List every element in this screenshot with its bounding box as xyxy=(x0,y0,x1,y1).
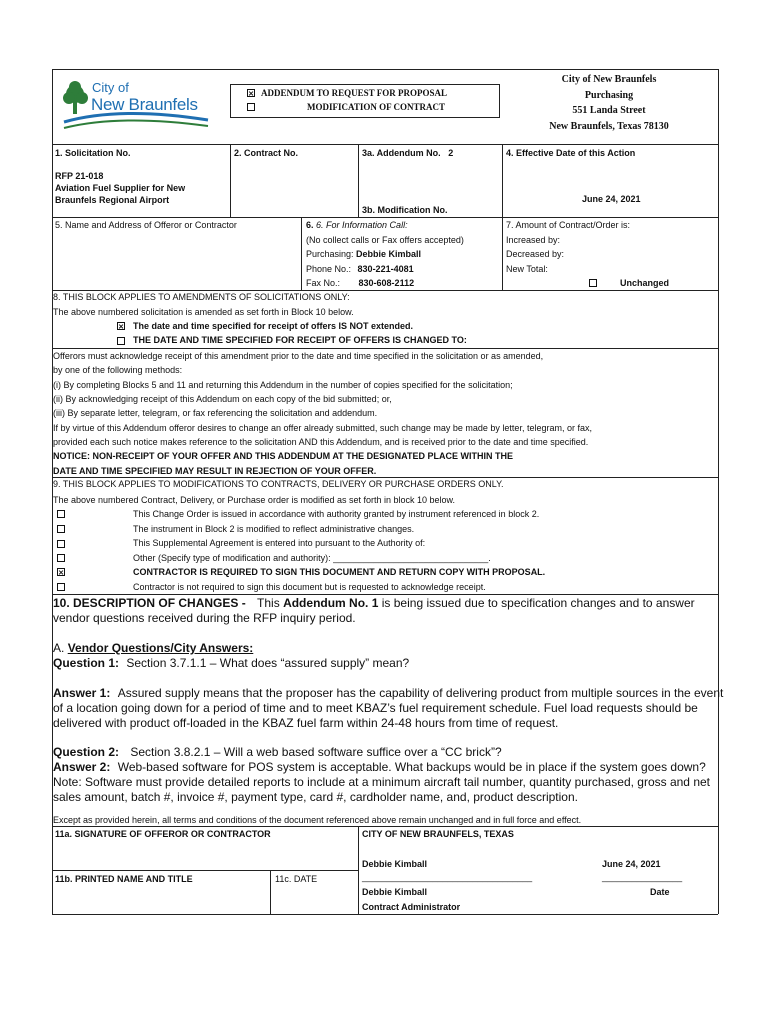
block9-title: 9. THIS BLOCK APPLIES TO MODIFICATIONS TO CONTRACTS, DELIVERY OR PURCHASE ORDERS ONLY. xyxy=(53,479,504,489)
block7-decreased: Decreased by: xyxy=(506,249,565,259)
col-line-2 xyxy=(358,144,359,217)
signature-line: __________________________________ xyxy=(362,872,533,882)
question-1 xyxy=(53,656,409,671)
frame-top xyxy=(52,69,718,70)
purchasing-label: Purchasing: xyxy=(306,249,354,259)
block10-top-line xyxy=(52,594,718,595)
row-line-2b xyxy=(502,217,718,218)
purchasing-contact: Debbie Kimball xyxy=(356,249,422,259)
date-line: ________________ xyxy=(602,872,683,882)
answer-2-line-1 xyxy=(53,760,706,775)
org-street: 551 Landa Street xyxy=(572,105,646,116)
block8-notice-2: DATE AND TIME SPECIFIED MAY RESULT IN REJECTION OF YOUR OFFER. xyxy=(53,466,377,476)
signer-name: Debbie Kimball xyxy=(362,859,428,869)
q2-text: Section 3.8.2.1 – Will a web based software suffice over a “CC brick”? xyxy=(130,745,502,759)
block9-top-line xyxy=(52,477,718,478)
b9-checkbox-4[interactable] xyxy=(57,554,65,562)
q2-label: Question 2: xyxy=(53,745,120,759)
phone-value: 830-221-4081 xyxy=(357,264,414,274)
block4-value: June 24, 2021 xyxy=(582,194,641,204)
answer-1-line-2: of a location going down for a period of time and to meet KBAZ’s fuel requirement schedule. Fuel load requests should be xyxy=(53,701,698,715)
block4-label: 4. Effective Date of this Action xyxy=(506,148,636,158)
block10-intro-c: is being issued due to specification changes and to answer xyxy=(381,596,695,610)
org-city: New Braunfels, Texas 78130 xyxy=(549,120,669,132)
block8-divider xyxy=(52,348,718,349)
answer-1-line-3: delivered with product off-loaded in the KBAZ fuel farm within 24-48 hours from time of request. xyxy=(53,716,559,730)
block6-note: (No collect calls or Fax offers accepted) xyxy=(306,235,464,245)
block6-purchasing xyxy=(306,249,421,260)
block9-line-1: The above numbered Contract, Delivery, or Purchase order is modified as set forth in block 10 below. xyxy=(53,495,456,505)
b9-checkbox-6[interactable] xyxy=(57,583,65,591)
block3b-label: 3b. Modification No. xyxy=(362,205,448,215)
unchanged-checkbox[interactable] xyxy=(589,279,597,287)
org-dept: Purchasing xyxy=(584,89,634,101)
not-extended-checkbox[interactable] xyxy=(117,322,125,330)
block9-option-3: This Supplemental Agreement is entered into pursuant to the Authority of: xyxy=(133,538,426,548)
block8-line-8: provided each such notice makes reference to the solicitation AND this Addendum, and is received prior to the date and time specified. xyxy=(53,437,589,447)
printed-title: Contract Administrator xyxy=(362,902,461,912)
block1-value-2: Aviation Fuel Supplier for New xyxy=(55,183,186,193)
logo-new-braunfels: New Braunfels xyxy=(91,95,198,114)
section-a-heading xyxy=(53,641,253,656)
block6-title: 6. For Information Call: xyxy=(316,220,408,230)
block2-label: 2. Contract No. xyxy=(234,148,299,158)
col-line-1 xyxy=(230,144,231,217)
block9-option-2: The instrument in Block 2 is modified to reflect administrative changes. xyxy=(133,524,415,534)
city-logo xyxy=(60,76,210,134)
logo-city-of: City of xyxy=(92,80,129,95)
block9-option-4: Other (Specify type of modification and authority): _______________________________. xyxy=(133,553,491,563)
option-addendum: ADDENDUM TO REQUEST FOR PROPOSAL xyxy=(261,88,448,98)
b9-checkbox-3[interactable] xyxy=(57,540,65,548)
option-modification: MODIFICATION OF CONTRACT xyxy=(307,102,446,112)
b9-checkbox-2[interactable] xyxy=(57,525,65,533)
block1-value-3: Braunfels Regional Airport xyxy=(55,195,170,205)
block6-num: 6. xyxy=(306,220,314,230)
row-line-3 xyxy=(52,290,718,291)
block8-option-2: THE DATE AND TIME SPECIFIED FOR RECEIPT OF OFFERS IS CHANGED TO: xyxy=(133,335,467,345)
a2-label: Answer 2: xyxy=(53,760,111,774)
row-line-1 xyxy=(52,144,718,145)
q1-label: Question 1: xyxy=(53,656,120,670)
org-name: City of New Braunfels xyxy=(561,74,657,85)
modification-checkbox[interactable] xyxy=(247,103,255,111)
date-caption: Date xyxy=(650,887,670,897)
block11-mid-line xyxy=(358,826,359,914)
block8-line-2: Offerors must acknowledge receipt of this amendment prior to the date and time specified in the solicitation or as amended, xyxy=(53,351,544,361)
city-signature-label: CITY OF NEW BRAUNFELS, TEXAS xyxy=(362,829,514,839)
answer-1-line-1 xyxy=(53,686,723,701)
printed-name-label: 11b. PRINTED NAME AND TITLE xyxy=(55,874,193,884)
date-field-label: 11c. DATE xyxy=(275,874,318,884)
block9-option-6: Contractor is not required to sign this document but is requested to acknowledge receipt. xyxy=(133,582,486,592)
block8-notice-1: NOTICE: NON-RECEIPT OF YOUR OFFER AND THIS ADDENDUM AT THE DESIGNATED PLACE WITHIN THE xyxy=(53,451,513,461)
block3a-label-text: 3a. Addendum No. xyxy=(362,148,441,158)
block3a-value: 2 xyxy=(448,148,454,158)
block10-addendum-no: Addendum No. 1 xyxy=(283,596,379,610)
addendum-checkbox[interactable] xyxy=(247,89,255,97)
b9-checkbox-5[interactable] xyxy=(57,568,65,576)
block7-new-total: New Total: xyxy=(506,264,548,274)
phone-label: Phone No.: xyxy=(306,264,352,274)
answer-2-line-3: sales amount, batch #, invoice #, payment type, card #, cardholder name, and, product description. xyxy=(53,790,578,804)
block8-title: 8. THIS BLOCK APPLIES TO AMENDMENTS OF SOLICITATIONS ONLY: xyxy=(53,292,350,302)
block10-intro xyxy=(53,596,695,611)
fax-value: 830-608-2112 xyxy=(358,278,415,288)
signature-date: June 24, 2021 xyxy=(602,859,661,869)
block11-split-line xyxy=(52,870,358,871)
b9-checkbox-1[interactable] xyxy=(57,510,65,518)
block3a-label xyxy=(362,148,453,159)
block8-line-7: If by virtue of this Addendum offeror desires to change an offer already submitted, such change may be made by letter, telegram, or fax, xyxy=(53,423,592,433)
block9-option-5: CONTRACTOR IS REQUIRED TO SIGN THIS DOCUMENT AND RETURN COPY WITH PROPOSAL. xyxy=(133,567,546,577)
answer-2-line-2: Note: Software must provide detailed reports to include at a minimum aircraft tail number, quantity purchased, gross and net xyxy=(53,775,710,789)
section-a-title: Vendor Questions/City Answers: xyxy=(67,641,254,655)
block6-fax xyxy=(306,278,414,289)
block6-label xyxy=(306,220,408,231)
block10-heading: 10. DESCRIPTION OF CHANGES - xyxy=(53,596,246,610)
block7-increased: Increased by: xyxy=(506,235,561,245)
a2-text-1: Web-based software for POS system is acceptable. What backups would be in place if the system goes down? xyxy=(117,760,706,774)
block5-label: 5. Name and Address of Offeror or Contractor xyxy=(55,220,237,230)
fax-label: Fax No.: xyxy=(306,278,341,288)
doc-type-box xyxy=(230,84,500,118)
frame-right xyxy=(718,69,719,914)
block11-top-line xyxy=(52,826,718,827)
col-line-4 xyxy=(301,217,302,290)
block10-intro-line-2: vendor questions received during the RFP inquiry period. xyxy=(53,611,356,625)
block6-phone xyxy=(306,264,414,275)
block8-line-1: The above numbered solicitation is amended as set forth in Block 10 below. xyxy=(53,307,354,317)
block7-unchanged: Unchanged xyxy=(620,278,670,288)
frame-bottom xyxy=(52,914,718,915)
block11-date-line xyxy=(270,870,271,914)
printed-name: Debbie Kimball xyxy=(362,887,428,897)
block7-label: 7. Amount of Contract/Order is: xyxy=(506,220,631,230)
q1-text: Section 3.7.1.1 – What does “assured supply” mean? xyxy=(126,656,410,670)
a1-label: Answer 1: xyxy=(53,686,111,700)
org-address xyxy=(500,72,718,134)
row-line-2 xyxy=(52,217,502,218)
section-a-prefix: A. xyxy=(53,641,65,655)
block8-line-3: by one of the following methods: xyxy=(53,365,183,375)
block8-line-4: (i) By completing Blocks 5 and 11 and returning this Addendum in the number of copies specified for the solicitation; xyxy=(53,380,513,390)
block1-value-1: RFP 21-018 xyxy=(55,171,104,181)
block1-label: 1. Solicitation No. xyxy=(55,148,131,158)
block8-line-6: (iii) By separate letter, telegram, or fax referencing the solicitation and addendum. xyxy=(53,408,378,418)
block8-option-1: The date and time specified for receipt of offers IS NOT extended. xyxy=(133,321,414,331)
block8-line-5: (ii) By acknowledging receipt of this Addendum on each copy of the bid submitted; or, xyxy=(53,394,392,404)
block10-intro-a: This xyxy=(257,596,280,610)
question-2 xyxy=(53,745,502,760)
changed-to-checkbox[interactable] xyxy=(117,337,125,345)
a1-text-1: Assured supply means that the proposer has the capability of delivering product from multiple sources in the event xyxy=(117,686,724,700)
terms-note: Except as provided herein, all terms and conditions of the document referenced above remain unchanged and in full force and effect. xyxy=(53,815,582,825)
block9-option-1: This Change Order is issued in accordance with authority granted by instrument referenced in block 2. xyxy=(133,509,540,519)
signature-label: 11a. SIGNATURE OF OFFEROR OR CONTRACTOR xyxy=(55,829,271,839)
